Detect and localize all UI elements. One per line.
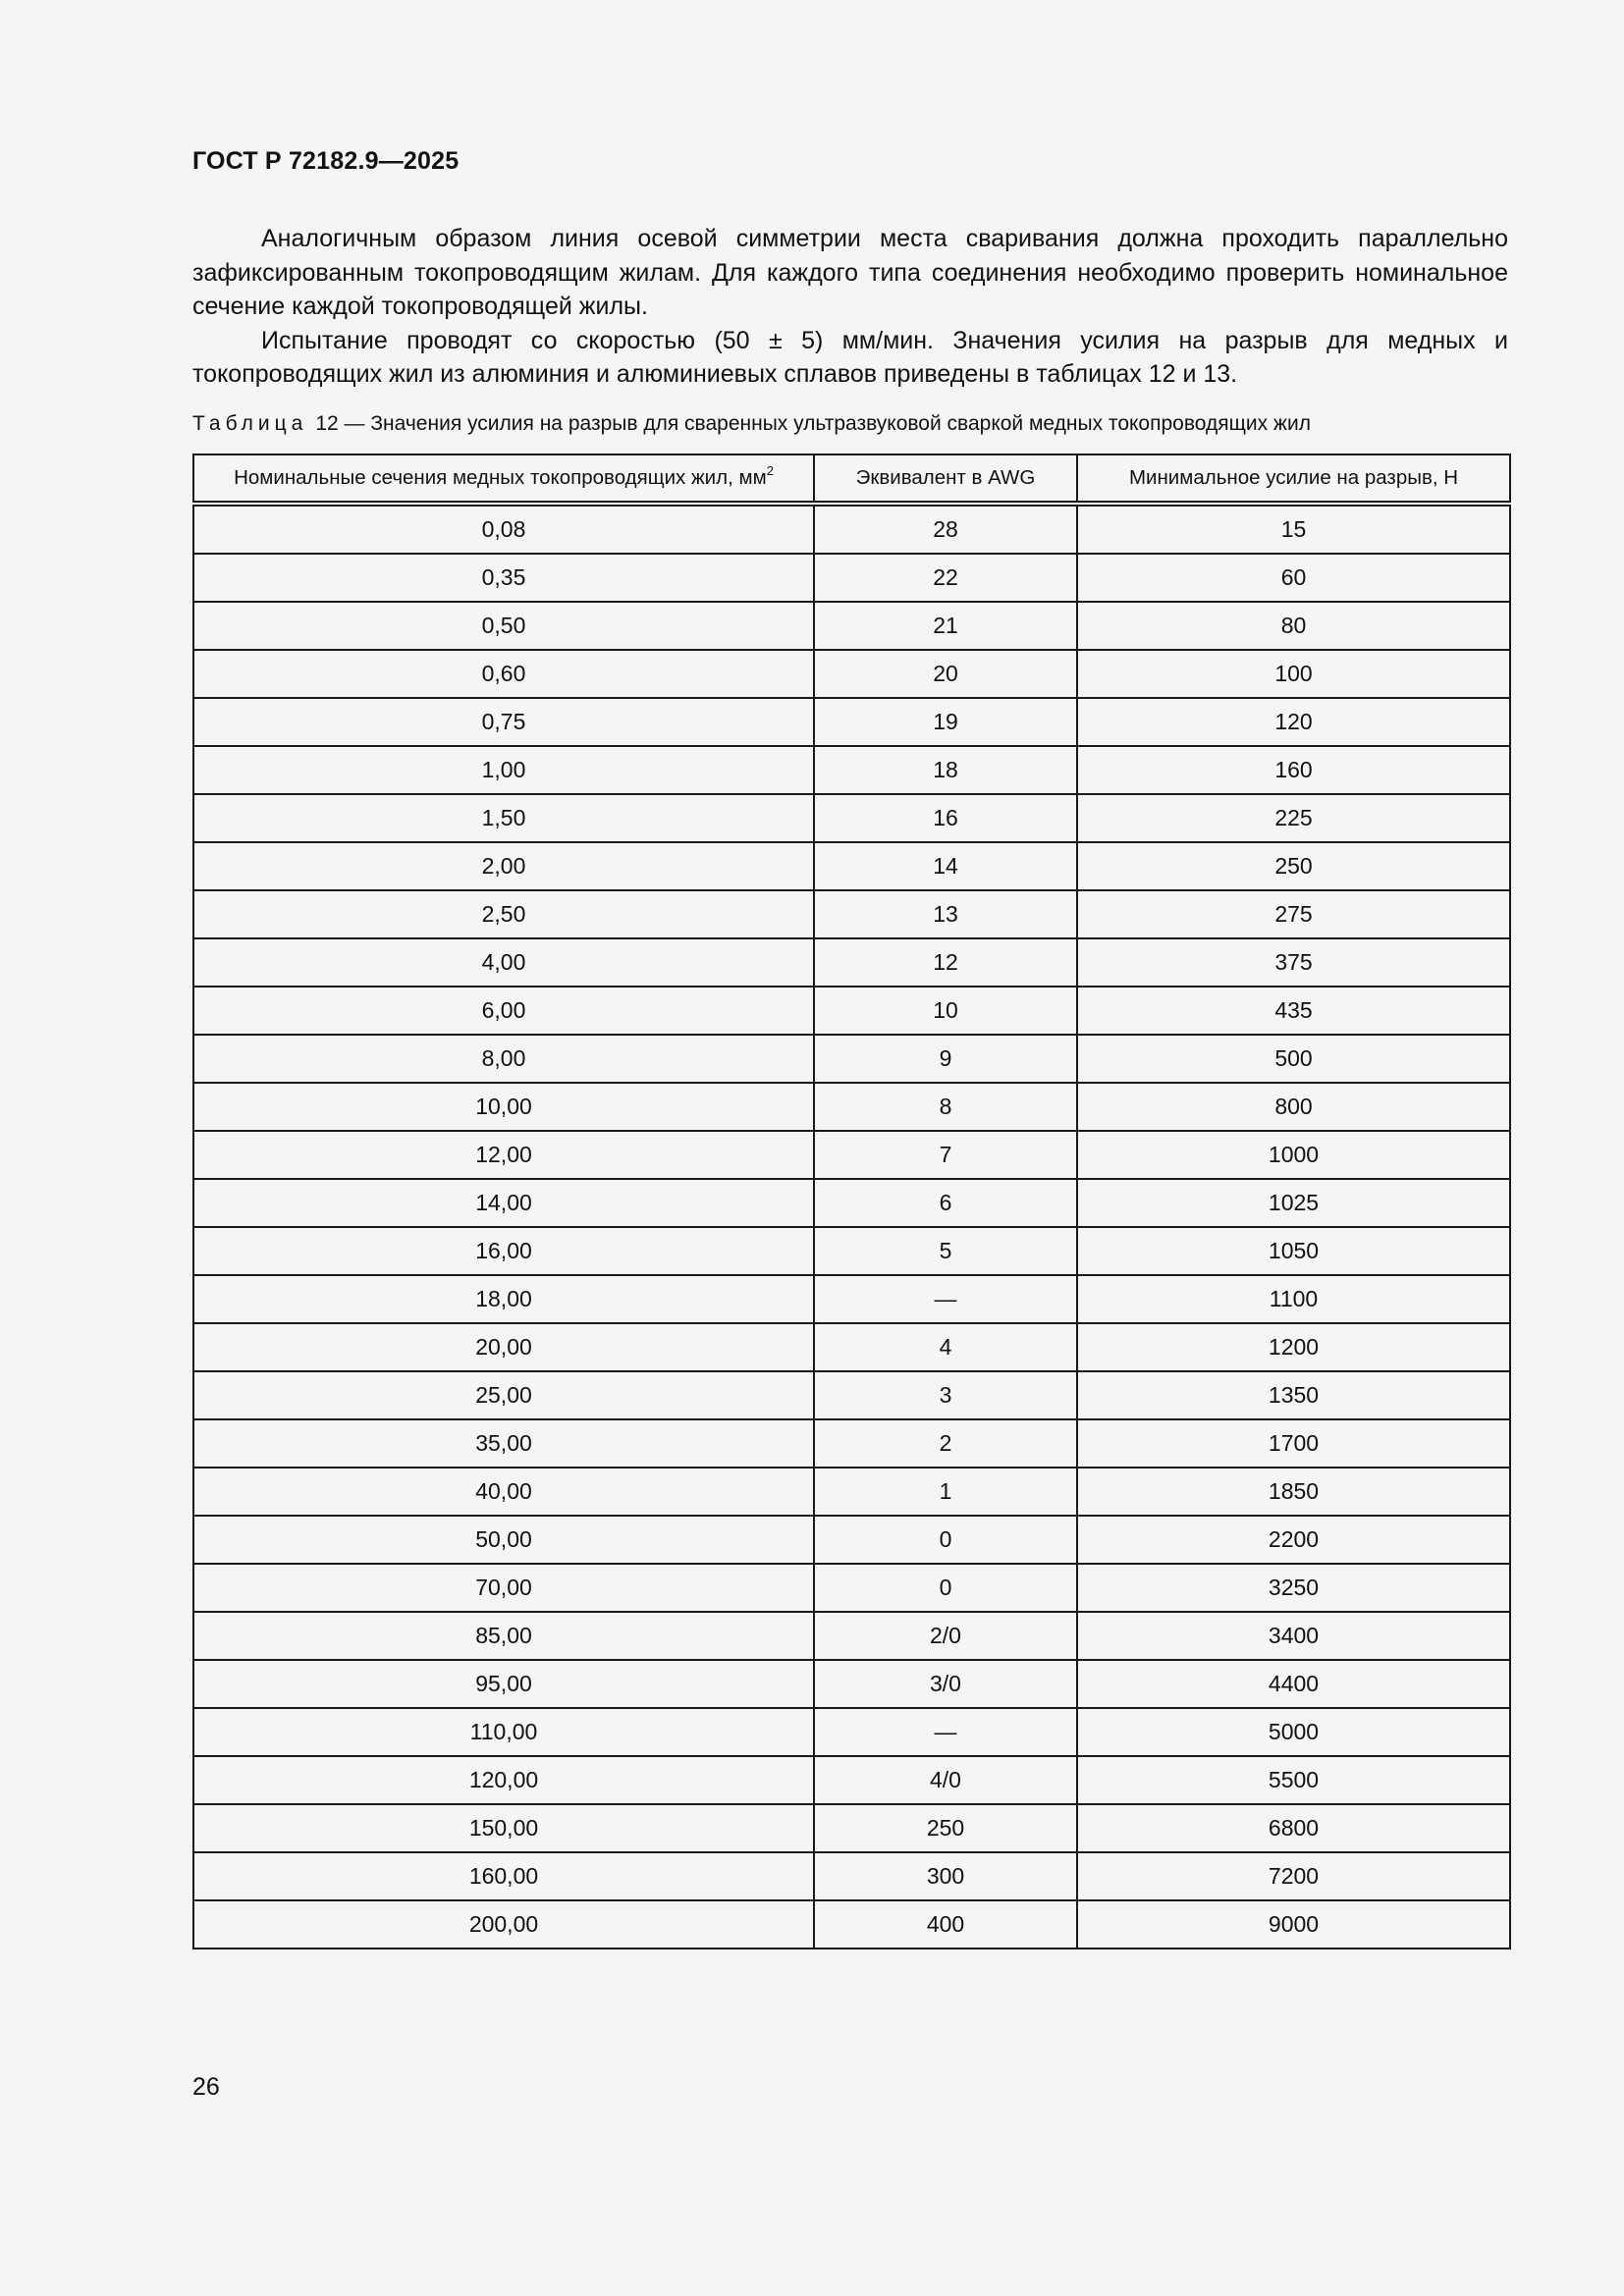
cell-awg: 8	[814, 1083, 1077, 1131]
table-row	[193, 890, 1510, 938]
table-header-row	[193, 454, 1510, 504]
cell-min-force: 1000	[1077, 1131, 1510, 1179]
table-row	[193, 1179, 1510, 1227]
cell-awg: —	[814, 1275, 1077, 1323]
breaking-force-table	[192, 454, 1511, 1949]
cell-min-force: 225	[1077, 794, 1510, 842]
cell-cross-section: 160,00	[193, 1852, 814, 1900]
cell-awg: 2/0	[814, 1612, 1077, 1660]
cell-awg: 250	[814, 1804, 1077, 1852]
cell-awg: 9	[814, 1035, 1077, 1083]
cell-awg: —	[814, 1708, 1077, 1756]
table-row	[193, 1035, 1510, 1083]
cell-cross-section: 50,00	[193, 1516, 814, 1564]
cell-awg: 0	[814, 1516, 1077, 1564]
cell-awg: 20	[814, 650, 1077, 698]
cell-cross-section: 0,60	[193, 650, 814, 698]
paragraph-2: Испытание проводят со скоростью (50 ± 5) мм/мин. Значения усилия на разрыв для медных и токопроводящих жил из алюминия и алюминиевых сплавов приведены в таблицах 12 и 13.	[192, 326, 1508, 388]
cell-awg: 14	[814, 842, 1077, 890]
table-row	[193, 602, 1510, 650]
table-caption-title: 12 — Значения усилия на разрыв для сваренных ультразвуковой сваркой медных токопроводящих жил	[315, 412, 1311, 435]
cell-awg: 3	[814, 1371, 1077, 1419]
cell-min-force: 120	[1077, 698, 1510, 746]
cell-cross-section: 0,75	[193, 698, 814, 746]
cell-min-force: 2200	[1077, 1516, 1510, 1564]
table-row	[193, 746, 1510, 794]
cell-cross-section: 1,00	[193, 746, 814, 794]
table-row	[193, 1371, 1510, 1419]
cell-min-force: 4400	[1077, 1660, 1510, 1708]
cell-cross-section: 0,50	[193, 602, 814, 650]
cell-cross-section: 20,00	[193, 1323, 814, 1371]
cell-cross-section: 2,50	[193, 890, 814, 938]
cell-cross-section: 200,00	[193, 1900, 814, 1949]
table-row	[193, 1323, 1510, 1371]
superscript: 2	[766, 463, 774, 478]
table-row	[193, 1131, 1510, 1179]
cell-cross-section: 14,00	[193, 1179, 814, 1227]
cell-min-force: 250	[1077, 842, 1510, 890]
table-row	[193, 698, 1510, 746]
body-text	[192, 222, 1508, 392]
cell-cross-section: 70,00	[193, 1564, 814, 1612]
cell-min-force: 9000	[1077, 1900, 1510, 1949]
cell-min-force: 1050	[1077, 1227, 1510, 1275]
cell-min-force: 60	[1077, 554, 1510, 602]
cell-awg: 18	[814, 746, 1077, 794]
table-row	[193, 554, 1510, 602]
cell-cross-section: 4,00	[193, 938, 814, 987]
cell-min-force: 1850	[1077, 1468, 1510, 1516]
table-row	[193, 1083, 1510, 1131]
cell-awg: 21	[814, 602, 1077, 650]
cell-min-force: 3400	[1077, 1612, 1510, 1660]
cell-cross-section: 0,08	[193, 504, 814, 554]
cell-awg: 400	[814, 1900, 1077, 1949]
cell-awg: 1	[814, 1468, 1077, 1516]
cell-cross-section: 6,00	[193, 987, 814, 1035]
cell-cross-section: 110,00	[193, 1708, 814, 1756]
paragraph-1: Аналогичным образом линия осевой симметрии места сваривания должна проходить параллельно зафиксированным токопроводящим жилам. Для каждого типа соединения необходимо проверить номинальное сечение каждой токопроводящей жилы.	[192, 225, 1508, 320]
cell-cross-section: 1,50	[193, 794, 814, 842]
cell-awg: 7	[814, 1131, 1077, 1179]
table-caption-label: Таблица	[192, 412, 308, 435]
cell-cross-section: 40,00	[193, 1468, 814, 1516]
cell-min-force: 1700	[1077, 1419, 1510, 1468]
cell-min-force: 6800	[1077, 1804, 1510, 1852]
table-row	[193, 1227, 1510, 1275]
table-row	[193, 1900, 1510, 1949]
cell-min-force: 160	[1077, 746, 1510, 794]
cell-awg: 19	[814, 698, 1077, 746]
cell-awg: 4/0	[814, 1756, 1077, 1804]
cell-cross-section: 35,00	[193, 1419, 814, 1468]
cell-min-force: 1200	[1077, 1323, 1510, 1371]
cell-min-force: 800	[1077, 1083, 1510, 1131]
table-row	[193, 1660, 1510, 1708]
cell-min-force: 1100	[1077, 1275, 1510, 1323]
cell-cross-section: 2,00	[193, 842, 814, 890]
cell-cross-section: 85,00	[193, 1612, 814, 1660]
table-row	[193, 504, 1510, 554]
cell-min-force: 7200	[1077, 1852, 1510, 1900]
cell-awg: 4	[814, 1323, 1077, 1371]
table-caption	[192, 412, 1508, 436]
cell-min-force: 375	[1077, 938, 1510, 987]
cell-awg: 2	[814, 1419, 1077, 1468]
cell-min-force: 1350	[1077, 1371, 1510, 1419]
cell-cross-section: 150,00	[193, 1804, 814, 1852]
table-row	[193, 938, 1510, 987]
table-row	[193, 1468, 1510, 1516]
table-row	[193, 1708, 1510, 1756]
table-row	[193, 794, 1510, 842]
document-header: ГОСТ Р 72182.9—2025	[192, 147, 460, 175]
cell-min-force: 435	[1077, 987, 1510, 1035]
cell-min-force: 100	[1077, 650, 1510, 698]
table-row	[193, 842, 1510, 890]
cell-awg: 5	[814, 1227, 1077, 1275]
table-body	[193, 504, 1510, 1949]
cell-awg: 28	[814, 504, 1077, 554]
cell-awg: 16	[814, 794, 1077, 842]
table-row	[193, 650, 1510, 698]
cell-min-force: 275	[1077, 890, 1510, 938]
cell-cross-section: 18,00	[193, 1275, 814, 1323]
column-header-cross-section: Номинальные сечения медных токопроводящих жил, $мм^2$	[193, 454, 814, 504]
table-row	[193, 1852, 1510, 1900]
table-row	[193, 1756, 1510, 1804]
cell-awg: 6	[814, 1179, 1077, 1227]
page-number: 26	[192, 2073, 220, 2101]
cell-cross-section: 8,00	[193, 1035, 814, 1083]
cell-min-force: 15	[1077, 504, 1510, 554]
cell-cross-section: 16,00	[193, 1227, 814, 1275]
table-row	[193, 1804, 1510, 1852]
table-row	[193, 1419, 1510, 1468]
cell-min-force: 80	[1077, 602, 1510, 650]
cell-cross-section: 0,35	[193, 554, 814, 602]
cell-cross-section: 25,00	[193, 1371, 814, 1419]
cell-cross-section: 12,00	[193, 1131, 814, 1179]
cell-min-force: 5500	[1077, 1756, 1510, 1804]
cell-awg: 3/0	[814, 1660, 1077, 1708]
cell-awg: 12	[814, 938, 1077, 987]
table-row	[193, 1564, 1510, 1612]
cell-cross-section: 120,00	[193, 1756, 814, 1804]
cell-awg: 0	[814, 1564, 1077, 1612]
cell-min-force: 3250	[1077, 1564, 1510, 1612]
table-row	[193, 1612, 1510, 1660]
table-row	[193, 1516, 1510, 1564]
cell-awg: 10	[814, 987, 1077, 1035]
cell-min-force: 5000	[1077, 1708, 1510, 1756]
table-row	[193, 1275, 1510, 1323]
cell-cross-section: 10,00	[193, 1083, 814, 1131]
cell-cross-section: 95,00	[193, 1660, 814, 1708]
column-header-min-force: Минимальное усилие на разрыв, Н	[1077, 454, 1510, 504]
cell-min-force: 500	[1077, 1035, 1510, 1083]
cell-awg: 300	[814, 1852, 1077, 1900]
cell-awg: 22	[814, 554, 1077, 602]
cell-awg: 13	[814, 890, 1077, 938]
column-header-awg: Эквивалент в AWG	[814, 454, 1077, 504]
cell-min-force: 1025	[1077, 1179, 1510, 1227]
table-row	[193, 987, 1510, 1035]
